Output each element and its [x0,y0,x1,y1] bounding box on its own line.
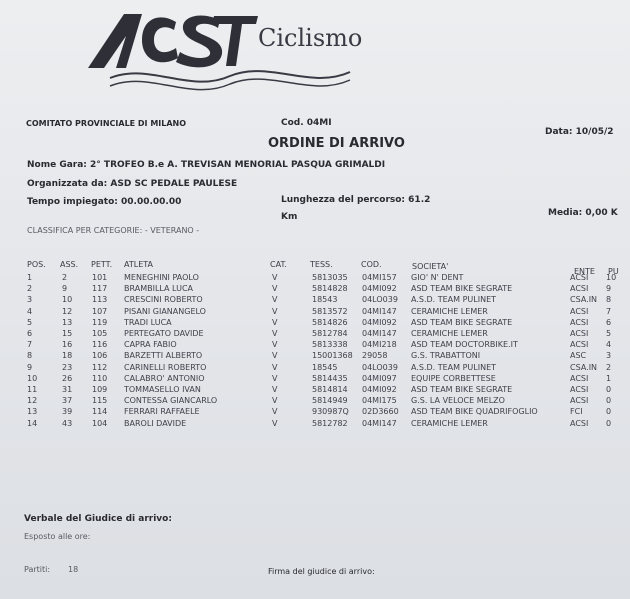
cell-ass: 31 [62,385,73,394]
cell-tess: 5814826 [312,317,348,327]
cell-pos: 13 [27,407,38,417]
cell-pos: 6 [27,329,33,338]
cell-cat: V [272,317,278,327]
cell-pos: 5 [27,317,33,327]
judge-signature-label: Firma del giudice di arrivo: [268,567,375,576]
cell-cod: 04MI147 [362,418,397,428]
cell-cod: 04MI092 [362,284,397,294]
cell-societa: EQUIPE CORBETTESE [411,373,496,383]
cell-punti: 0 [606,385,612,394]
cell-ass: 43 [62,418,73,428]
col-cod: COD. [361,260,382,269]
col-ente: ENTE [574,267,595,276]
cell-ente: ACSI [570,284,589,294]
cell-cod: 04MI097 [362,373,397,383]
cell-societa: A.S.D. TEAM PULINET [411,295,497,305]
cell-ente: ACSI [570,396,589,406]
cell-tess: 5814814 [312,385,348,394]
race-name: Nome Gara: 2° TROFEO B.e A. TREVISAN MENORIAL PASQUA GRIMALDI [27,160,386,170]
cell-atleta: MENEGHINI PAOLO [124,273,199,282]
exposed-at: Esposto alle ore: [24,532,91,541]
cell-ente: CSA.IN [570,362,598,372]
cell-ente: ACSI [570,373,589,383]
cell-atleta: CAPRA FABIO [124,340,177,350]
logo-text: Ciclismo [258,24,363,52]
cell-cat: V [272,351,278,361]
cell-punti: 0 [606,407,612,417]
cell-cat: V [272,340,278,350]
cell-ente: ACSI [570,340,589,350]
cell-ente: CSA.IN [570,295,598,305]
cell-cat: V [272,396,278,406]
cell-societa: A.S.D. TEAM PULINET [411,362,497,372]
date-label: Data: 10/05/2 [545,127,614,137]
cell-pett: 115 [92,396,108,406]
route-length-unit: Km [281,212,298,222]
cell-tess: 5812784 [312,329,348,338]
cell-pett: 107 [92,306,108,316]
cell-cat: V [272,407,278,417]
cell-atleta: BRAMBILLA LUCA [124,284,194,294]
organizer: Organizzata da: ASD SC PEDALE PAULESE [27,179,238,189]
cell-pett: 113 [92,295,108,305]
cell-punti: 4 [606,340,612,350]
cell-atleta: CALABRO' ANTONIO [124,373,205,383]
cell-atleta: BARZETTI ALBERTO [124,351,203,361]
cell-cat: V [272,385,278,394]
cell-pos: 1 [27,273,33,282]
cell-atleta: CARINELLI ROBERTO [124,362,207,372]
cell-ass: 9 [62,284,68,294]
cell-pett: 119 [92,317,108,327]
cod-label: Cod. 04MI [281,118,332,128]
cell-punti: 7 [606,306,612,316]
cell-ass: 37 [62,396,73,406]
cell-pos: 10 [27,373,38,383]
category-classification: CLASSIFICA PER CATEGORIE: - VETERANO - [27,226,200,235]
cell-pett: 101 [92,273,108,282]
cell-cod: 04MI175 [362,396,397,406]
cell-atleta: TOMMASELLO IVAN [124,385,201,394]
starters-count: 18 [68,565,79,574]
cell-ass: 13 [62,317,73,327]
cell-cat: V [272,284,278,294]
cell-cod: 04LO039 [362,362,398,372]
route-length: Lunghezza del percorso: 61.2 [281,195,431,205]
cell-pos: 12 [27,396,38,406]
cell-pos: 11 [27,385,38,394]
cell-punti: 10 [606,273,617,282]
cell-tess: 18543 [312,295,338,305]
cell-pett: 104 [92,418,108,428]
cell-pett: 106 [92,351,108,361]
judge-report: Verbale del Giudice di arrivo: [24,514,172,524]
cell-ass: 2 [62,273,68,282]
cell-pos: 8 [27,351,33,361]
cell-pett: 109 [92,385,108,394]
cell-cod: 04MI157 [362,273,397,282]
cell-cod: 02D3660 [362,407,399,417]
cell-cat: V [272,329,278,338]
cell-punti: 9 [606,284,612,294]
cell-cat: V [272,295,278,305]
cell-tess: 5812782 [312,418,348,428]
cell-punti: 1 [606,373,612,383]
cell-punti: 3 [606,351,612,361]
cell-tess: 5813035 [312,273,348,282]
cell-ente: ACSI [570,317,589,327]
cell-tess: 5814949 [312,396,348,406]
cell-cat: V [272,418,278,428]
cell-pett: 112 [92,362,108,372]
cell-pett: 110 [92,373,108,383]
cell-atleta: TRADI LUCA [124,317,172,327]
cell-pos: 4 [27,306,33,316]
cell-pos: 14 [27,418,38,428]
cell-ass: 15 [62,329,73,338]
cell-punti: 8 [606,295,612,305]
cell-punti: 2 [606,362,612,372]
cell-ente: ACSI [570,329,589,338]
cell-pos: 9 [27,362,33,372]
col-cat: CAT. [270,260,287,269]
cell-punti: 0 [606,418,612,428]
cell-tess: 5814828 [312,284,348,294]
cell-cat: V [272,373,278,383]
cell-atleta: BAROLI DAVIDE [124,418,187,428]
cell-ass: 23 [62,362,73,372]
cell-cat: V [272,362,278,372]
cell-societa: ASD TEAM BIKE QUADRIFOGLIO [411,407,538,417]
cell-tess: 15001368 [312,351,353,361]
cell-ente: ACSI [570,385,589,394]
cell-tess: 5813338 [312,340,348,350]
cell-societa: ASD TEAM DOCTORBIKE.IT [411,340,518,350]
cell-ass: 16 [62,340,73,350]
col-societa: SOCIETA' [412,262,449,271]
cell-tess: 930987Q [312,407,349,417]
cell-punti: 6 [606,317,612,327]
cell-societa: CERAMICHE LEMER [411,306,488,316]
cell-cod: 04MI218 [362,340,397,350]
cell-atleta: PISANI GIANANGELO [124,306,206,316]
cell-societa: G.S. LA VELOCE MELZO [411,396,505,406]
cell-pos: 3 [27,295,33,305]
cell-tess: 5813572 [312,306,348,316]
col-ass: ASS. [60,260,79,269]
cell-societa: ASD TEAM BIKE SEGRATE [411,317,513,327]
cell-pett: 105 [92,329,108,338]
cell-societa: ASD TEAM BIKE SEGRATE [411,284,513,294]
cell-ente: ACSI [570,306,589,316]
cell-pett: 116 [92,340,108,350]
page-title: ORDINE DI ARRIVO [268,136,405,151]
cell-cod: 29058 [362,351,388,361]
starters-label: Partiti: [24,565,51,574]
col-punti: PU [608,267,619,276]
cell-cod: 04MI147 [362,329,397,338]
cell-societa: CERAMICHE LEMER [411,418,488,428]
cell-pett: 114 [92,407,108,417]
col-tess: TESS. [310,260,333,269]
cell-ente: ACSI [570,418,589,428]
cell-societa: GIO' N' DENT [411,273,464,282]
cell-atleta: PERTEGATO DAVIDE [124,329,204,338]
cell-cod: 04LO039 [362,295,398,305]
cell-cod: 04MI092 [362,385,397,394]
cell-cat: V [272,306,278,316]
cell-ente: FCI [570,407,583,417]
cell-atleta: CRESCINI ROBERTO [124,295,203,305]
cell-cat: V [272,273,278,282]
cell-ass: 10 [62,295,73,305]
cell-tess: 18545 [312,362,338,372]
cell-cod: 04MI092 [362,317,397,327]
cell-pos: 2 [27,284,33,294]
cell-ente: ASC [570,351,587,361]
time-used: Tempo impiegato: 00.00.00.00 [27,197,182,207]
cell-ass: 12 [62,306,73,316]
cell-societa: G.S. TRABATTONI [411,351,481,361]
cell-societa: ASD TEAM BIKE SEGRATE [411,385,513,394]
cell-ass: 26 [62,373,73,383]
cell-atleta: CONTESSA GIANCARLO [124,396,218,406]
cell-pett: 117 [92,284,108,294]
col-pos: POS. [27,260,46,269]
cell-pos: 7 [27,340,33,350]
cell-punti: 5 [606,329,612,338]
col-pett: PETT. [91,260,113,269]
cell-ass: 39 [62,407,73,417]
cell-societa: CERAMICHE LEMER [411,329,488,338]
cell-tess: 5814435 [312,373,348,383]
cell-punti: 0 [606,396,612,406]
col-atleta: ATLETA [124,260,153,269]
cell-ente: ACSI [570,273,589,282]
cell-cod: 04MI147 [362,306,397,316]
comitato-label: COMITATO PROVINCIALE DI MILANO [26,119,187,128]
cell-atleta: FERRARI RAFFAELE [124,407,200,417]
average-speed: Media: 0,00 K [548,208,618,218]
cell-ass: 18 [62,351,73,361]
